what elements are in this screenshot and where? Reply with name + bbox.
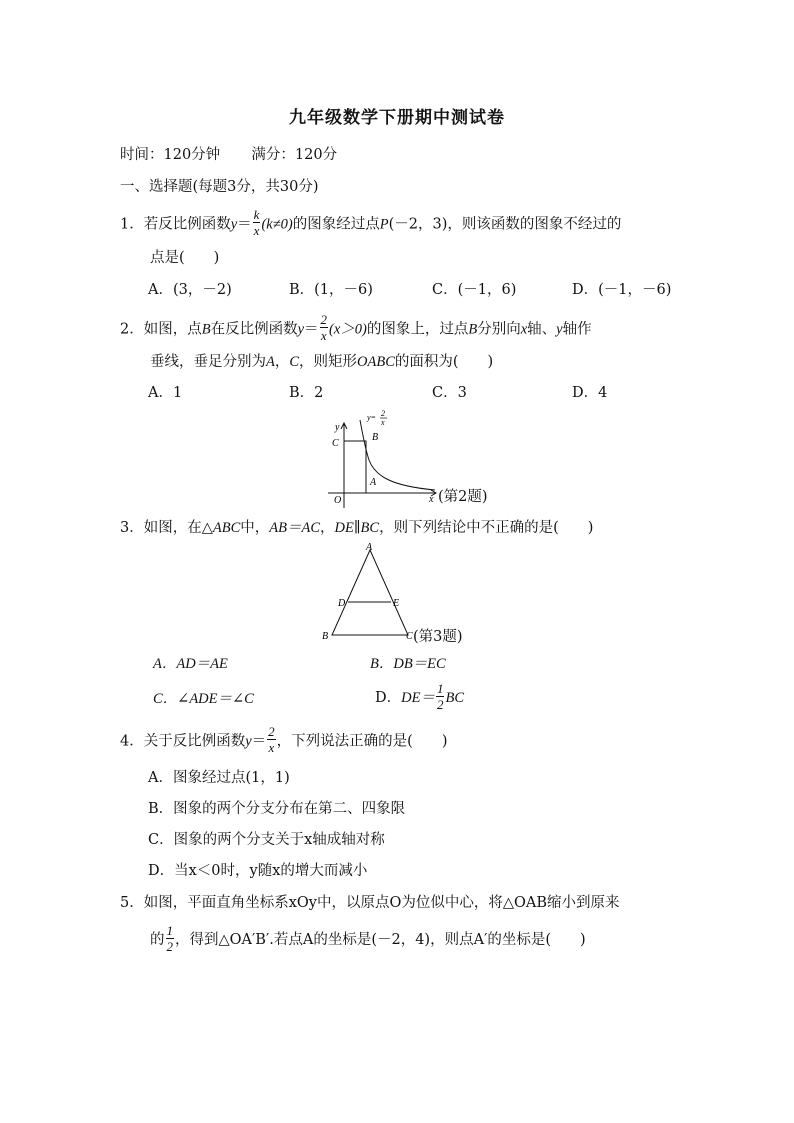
- option-letter: D．: [375, 690, 402, 706]
- text: ＝: [304, 321, 319, 338]
- text: 若反比例函数: [143, 216, 231, 233]
- numerator: 1: [436, 680, 444, 696]
- text: ，得到△OA′B′.若点A的坐标是(－2，4)，则点A′的坐标是( ): [175, 932, 586, 948]
- rect-OABC: OABC: [357, 354, 395, 370]
- y-axis-label: y: [335, 422, 340, 433]
- question-number: 2．: [120, 321, 144, 338]
- q1-option-d[interactable]: D．(－1，－6): [572, 282, 672, 298]
- question-5-line2: [150, 922, 586, 955]
- curve-label: y=: [367, 413, 376, 422]
- question-1-line1: [120, 207, 622, 239]
- time-label: 时间：: [120, 147, 164, 163]
- page-title: 九年级数学下册期中测试卷: [289, 108, 505, 128]
- fraction-2-over-x: [320, 313, 329, 342]
- q4-option-d[interactable]: D．当x＜0时，y随x的增大而减小: [148, 863, 368, 879]
- section-heading: 一、选择题(每题3分，共30分): [120, 179, 319, 195]
- var-y: y: [297, 321, 305, 338]
- label-A: A: [366, 542, 373, 553]
- label-B: B: [372, 432, 379, 443]
- point-B: B: [468, 321, 478, 338]
- curve-label-den: x: [381, 418, 385, 427]
- question-number: 5．: [120, 895, 144, 911]
- text: 垂线，垂足分别为: [150, 354, 266, 370]
- triangle-ABC: △ABC: [201, 520, 241, 536]
- q3-option-c[interactable]: C．∠ADE＝∠C: [153, 691, 254, 707]
- q4-option-c[interactable]: C．图象的两个分支关于x轴成轴对称: [148, 832, 385, 848]
- time-value: 120分钟: [163, 147, 221, 163]
- condition-2: DE∥BC: [334, 520, 380, 536]
- question-number: 3．: [120, 520, 144, 536]
- point-B: B: [201, 321, 211, 338]
- text: 轴、: [527, 321, 557, 338]
- q2-option-d[interactable]: D．4: [572, 385, 608, 401]
- figure-caption-q2: (第2题): [438, 489, 488, 505]
- curve-label-num: 2: [381, 409, 385, 418]
- denominator: 2: [436, 696, 444, 712]
- condition: (x＞0): [329, 321, 367, 338]
- text: 的面积为( ): [394, 354, 494, 370]
- text: 的: [150, 932, 165, 948]
- text: 如图，在: [143, 520, 202, 536]
- text: ，则下列结论中不正确的是( ): [379, 520, 594, 536]
- text: ，则矩形: [299, 354, 358, 370]
- text: DE＝: [401, 690, 435, 706]
- label-A: A: [370, 477, 377, 488]
- question-number: 4．: [120, 733, 144, 750]
- text: ＝: [237, 216, 252, 233]
- denominator: x: [253, 223, 260, 238]
- q3-option-a[interactable]: A．AD＝AE: [153, 656, 228, 672]
- condition: (k≠0): [261, 216, 293, 233]
- x-axis-label: x: [429, 494, 434, 505]
- score-label: 满分：: [251, 147, 295, 163]
- q4-option-a[interactable]: A．图象经过点(1，1): [148, 770, 290, 786]
- denominator: x: [320, 328, 327, 343]
- point-C: C: [289, 354, 300, 370]
- text: 的图象经过点: [292, 216, 380, 233]
- numerator: 2: [320, 312, 328, 327]
- q3-option-d[interactable]: [375, 680, 465, 713]
- text: BC: [445, 690, 465, 706]
- text: 如图，点: [143, 321, 202, 338]
- label-O: O: [334, 495, 342, 506]
- point-A: A: [266, 354, 275, 370]
- q4-option-b[interactable]: B．图象的两个分支分布在第二、四象限: [148, 801, 406, 817]
- text: 分别向: [477, 321, 521, 338]
- q2-option-c[interactable]: C．3: [432, 385, 467, 401]
- text: 轴作: [562, 321, 592, 338]
- text: ，则该函数的图象不经过的: [447, 216, 622, 233]
- text: 中，: [240, 520, 270, 536]
- question-2-line1: [120, 312, 592, 344]
- condition-1: AB＝AC: [269, 520, 321, 536]
- fraction-2-over-x: [267, 725, 276, 754]
- q1-option-b[interactable]: B．(1，－6): [289, 282, 373, 298]
- label-E: E: [393, 598, 400, 609]
- question-1-line2: 点是( ): [150, 250, 220, 266]
- question-2-line2: [150, 355, 493, 370]
- fraction-k-over-x: [253, 208, 261, 237]
- text: 如图，平面直角坐标系xOy中，以原点O为位似中心，将△OAB缩小到原来: [143, 895, 620, 911]
- text: ，下列说法正确的是( ): [276, 733, 448, 750]
- var-y: y: [230, 216, 238, 233]
- question-3-line1: [120, 521, 593, 536]
- q2-option-b[interactable]: B．2: [289, 385, 324, 401]
- fraction-1-over-2: [436, 682, 445, 711]
- text: 关于反比例函数: [143, 733, 246, 750]
- fraction-1-over-2: [166, 924, 175, 953]
- var-x: x: [520, 321, 528, 338]
- point-P: P: [379, 216, 389, 233]
- numerator: k: [253, 207, 260, 222]
- figure-q3-triangle: [318, 540, 418, 645]
- q1-option-c[interactable]: C．(－1，6): [432, 282, 517, 298]
- var-y: y: [556, 321, 563, 338]
- point-coords: (－2，3): [388, 216, 448, 233]
- q1-option-a[interactable]: A．(3，－2): [148, 282, 232, 298]
- text: ，: [274, 354, 290, 370]
- q3-option-b[interactable]: B．DB＝EC: [370, 656, 446, 672]
- question-4-line1: [120, 724, 448, 756]
- triangle-ABC-shape: [332, 550, 408, 635]
- text: ，: [320, 520, 335, 536]
- label-C: C: [332, 438, 339, 449]
- exam-meta: [120, 148, 337, 163]
- text: ＝: [251, 733, 267, 750]
- text: 在反比例函数: [210, 321, 298, 338]
- text: 的图象上，过点: [366, 321, 469, 338]
- rectangle-OABC: [344, 441, 366, 493]
- numerator: 2: [268, 724, 275, 739]
- question-number: 1．: [120, 216, 144, 233]
- figure-caption-q3: (第3题): [413, 629, 463, 645]
- denominator: x: [268, 740, 275, 755]
- denominator: 2: [166, 938, 173, 954]
- q2-option-a[interactable]: A．1: [148, 385, 183, 401]
- label-B: B: [322, 631, 329, 642]
- numerator: 1: [166, 922, 173, 938]
- label-C: C: [406, 631, 413, 642]
- score-value: 120分: [294, 147, 338, 163]
- var-y: y: [245, 733, 252, 750]
- question-5-line1: [120, 896, 620, 911]
- label-D: D: [338, 598, 346, 609]
